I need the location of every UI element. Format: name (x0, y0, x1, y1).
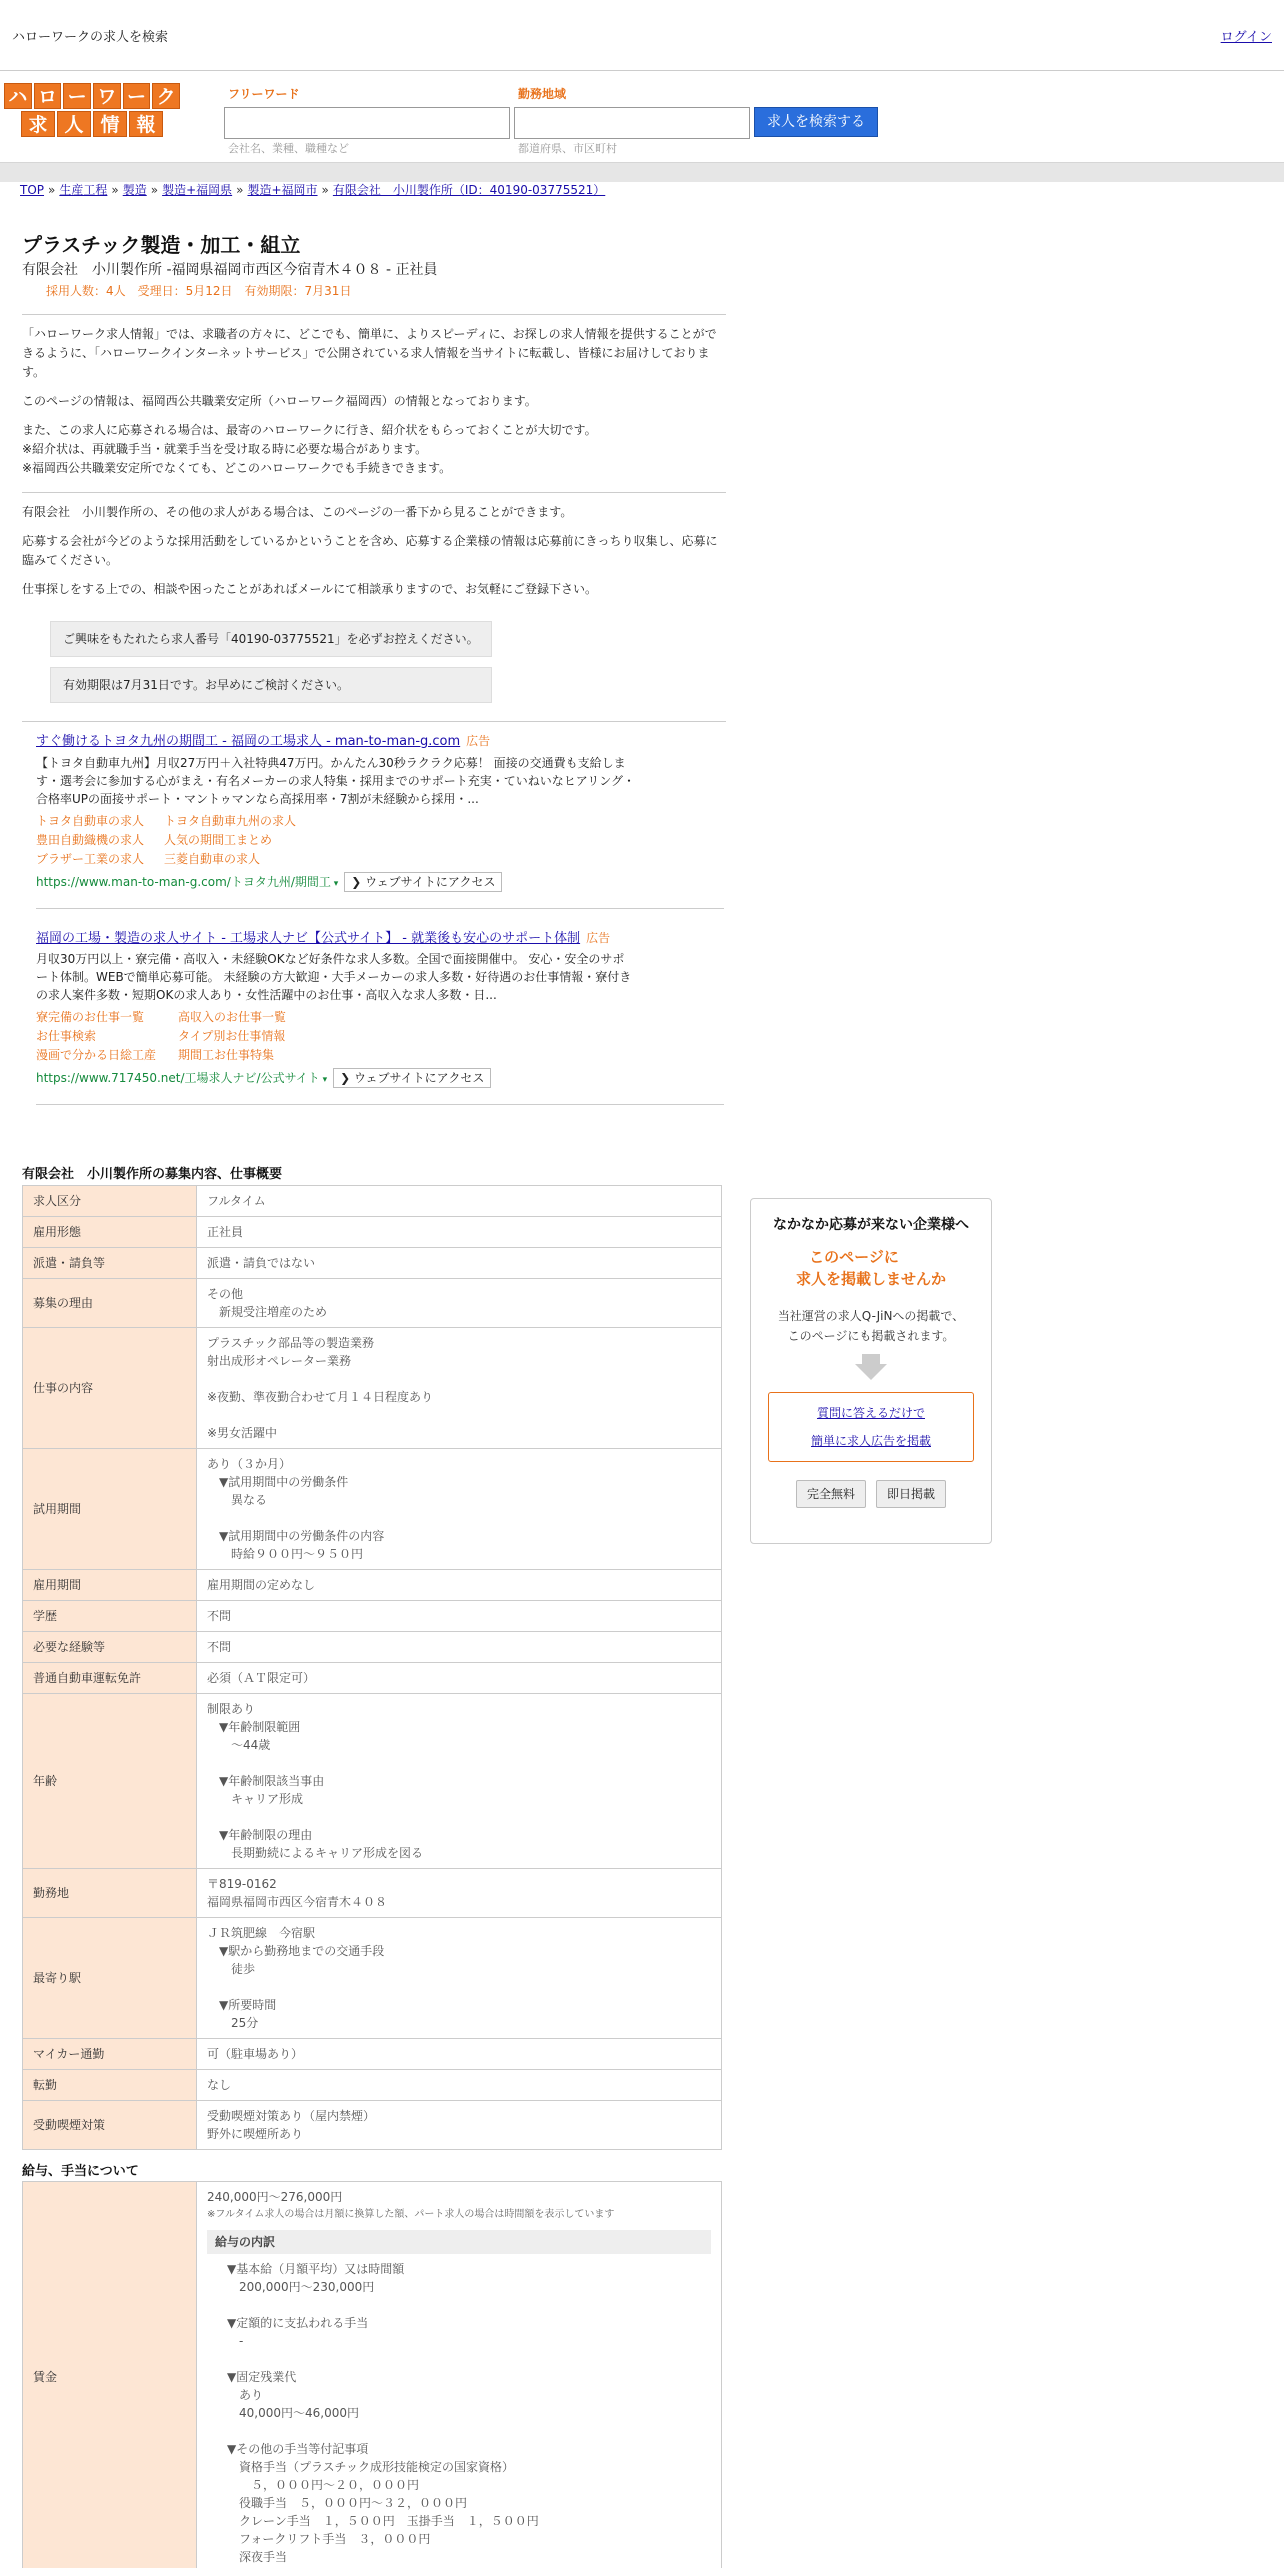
ad-title-row (36, 929, 724, 949)
search-button[interactable]: 求人を検索する (754, 107, 878, 137)
logo-char: ハ (4, 83, 32, 109)
salary-breakdown (227, 2260, 711, 2566)
ad-description: 月収30万円以上・寮完備・高収入・未経験OKなど好条件な求人多数。全国で面接開催中。 安心・安全のサポート体制。WEBで簡単応募可能。 未経験の方大歓迎・大手メーカーの求人多数・好待遇のお仕事情報・寮付きの求人案件多数・短期OKの求人あり・女性活躍中のお仕事・高収入な求人多数・日... (36, 952, 632, 1002)
ad-sitelink[interactable]: トヨタ自動車九州の求人 (164, 813, 297, 828)
salary-line: ５，０００円～２０，０００円 (227, 2478, 420, 2492)
ad-block (36, 929, 724, 1106)
detail-line: ▼所要時間 (207, 1997, 277, 2012)
expiry-notice: 有効期限は7月31日です。お早めにご検討ください。 (50, 667, 492, 703)
detail-line: 不問 (207, 1639, 232, 1654)
detail-label: 雇用形態 (23, 1216, 197, 1247)
side-description-line-1: 当社運営の求人Q-JiNへの掲載で、 (777, 1309, 965, 1323)
detail-line: その他 (207, 1286, 244, 1301)
detail-line: 制限あり (207, 1701, 256, 1716)
ad-badge: 広告 (586, 930, 611, 945)
detail-value (197, 1693, 722, 1868)
logo-char: 報 (129, 111, 163, 137)
intro-paragraph-1: 「ハローワーク求人情報」では、求職者の方々に、どこでも、簡単に、よりスピーディに、お探しの求人情報を提供することができるように、「ハローワークインターネットサービス」で公開されている求人情報を当サイトに転載し、皆様にお届けしております。 (22, 327, 717, 379)
ad-url[interactable]: https://www.man-to-man-g.com/トヨタ九州/期間工 (36, 874, 331, 889)
detail-line (207, 1754, 711, 1772)
detail-line: 25分 (207, 2015, 259, 2030)
detail-value (197, 1247, 722, 1278)
detail-label: 普通自動車運転免許 (23, 1662, 197, 1693)
detail-line: 必須（ＡＴ限定可） (207, 1670, 316, 1685)
detail-line: ▼年齢制限範囲 (207, 1719, 301, 1734)
intro-paragraph-6: 仕事探しをする上での、相談や困ったことがあればメールにて相談承りますので、お気軽にご登録下さい。 (22, 582, 598, 596)
keyword-label: フリーワード (228, 87, 300, 101)
chevron-down-icon[interactable]: ▾ (330, 878, 339, 889)
intro-paragraph-2: このページの情報は、福岡西公共職業安定所（ハローワーク福岡西）の情報となっております。 (22, 394, 537, 408)
job-meta: 採用人数：4人 受理日：5月12日 有効期限：7月31日 (46, 284, 352, 298)
salary-line: 役職手当 ５，０００円～３２，０００円 (227, 2496, 468, 2510)
breadcrumb-separator: » (111, 183, 119, 197)
detail-line: 不問 (207, 1608, 232, 1623)
detail-label: 試用期間 (23, 1448, 197, 1569)
detail-label: 必要な経験等 (23, 1631, 197, 1662)
ad-title-link[interactable]: すぐ働けるトヨタ九州の期間工 - 福岡の工場求人 - man-to-man-g.com (36, 734, 461, 749)
detail-value (197, 1631, 722, 1662)
detail-line: ※夜勤、準夜勤合わせて月１４日程度あり (207, 1389, 434, 1404)
detail-value (197, 1569, 722, 1600)
salary-value (197, 2182, 722, 2568)
salary-table (22, 2181, 722, 2568)
divider (22, 314, 726, 315)
logo-char: 人 (57, 111, 91, 137)
detail-label: 求人区分 (23, 1185, 197, 1216)
breadcrumb-separator: » (150, 183, 159, 197)
visit-website-button[interactable]: ❯ ウェブサイトにアクセス (344, 872, 502, 892)
salary-line: ▼定額的に支払われる手当 (227, 2316, 369, 2330)
breadcrumb-link[interactable]: 製造 (122, 183, 147, 197)
detail-line: 新規受注増産のため (207, 1304, 328, 1319)
table-row (23, 1693, 722, 1868)
ad-sitelinks (36, 1008, 724, 1064)
salary-section-title: 給与、手当について (22, 2163, 139, 2179)
detail-label: 転勤 (23, 2069, 197, 2100)
detail-value (197, 2069, 722, 2100)
detail-value (197, 1917, 722, 2038)
table-row (23, 1448, 722, 1569)
detail-label: 年齢 (23, 1693, 197, 1868)
detail-line: 〒819-0162 (207, 1876, 277, 1891)
detail-value (197, 1448, 722, 1569)
logo-char: ー (63, 83, 91, 109)
detail-line: なし (207, 2077, 232, 2092)
salary-note: ※フルタイム求人の場合は月額に換算した額、パート求人の場合は時間額を表示しています (207, 2209, 615, 2220)
table-row (23, 1185, 722, 1216)
salary-line: ▼その他の手当等付記事項 (227, 2442, 369, 2456)
ad-sitelink[interactable]: 高収入のお仕事一覧 (178, 1010, 287, 1024)
salary-line: あり (227, 2388, 264, 2402)
salary-line: 40,000円〜46,000円 (227, 2406, 359, 2420)
ad-sitelink[interactable]: 期間工お仕事特集 (178, 1048, 275, 1062)
search-header (0, 70, 1284, 162)
logo-char: ー (123, 83, 151, 109)
job-title: プラスチック製造・加工・組立 (22, 233, 301, 257)
ad-badge: 広告 (466, 734, 491, 748)
table-row (23, 1247, 722, 1278)
detail-value (197, 1662, 722, 1693)
detail-line: 福岡県福岡市西区今宿青木４０８ (207, 1894, 388, 1909)
detail-label: 学歴 (23, 1600, 197, 1631)
detail-label: 最寄り駅 (23, 1917, 197, 2038)
side-cta-link-2[interactable]: 簡単に求人広告を掲載 (810, 1434, 931, 1448)
divider (22, 492, 726, 493)
salary-line (227, 2422, 711, 2440)
detail-line: ▼駅から勤務地までの交通手段 (207, 1943, 385, 1958)
intro-paragraph-3b: ※紹介状は、再就職手当・就業手当を受け取る時に必要な場合があります。 (22, 442, 428, 456)
detail-label: 雇用期間 (23, 1569, 197, 1600)
detail-line: 正社員 (207, 1224, 244, 1239)
breadcrumb (20, 181, 605, 199)
header-divider (0, 162, 1284, 182)
breadcrumb-link[interactable]: 有限会社 小川製作所（ID：40190-03775521） (332, 183, 606, 197)
ad-sitelink[interactable]: 漫画で分かる日総工産 (36, 1048, 157, 1062)
table-row (23, 2038, 722, 2069)
breadcrumb-link[interactable]: 製造+福岡県 (162, 183, 233, 197)
salary-line: ▼基本給（月額平均）又は時間額 (227, 2262, 405, 2276)
ad-url-row (36, 872, 724, 892)
area-hint: 都道府県、市区町村 (518, 142, 617, 155)
ad-url[interactable]: https://www.717450.net/工場求人ナビ/公式サイト (36, 1071, 320, 1085)
detail-label: 仕事の内容 (23, 1327, 197, 1448)
keyword-input[interactable] (224, 107, 510, 139)
hellowork-logo[interactable] (4, 83, 180, 139)
salary-line: フォークリフト手当 ３，０００円 (227, 2532, 431, 2546)
detail-line: プラスチック部品等の製造業務 (207, 1335, 375, 1350)
logo-char: ワ (93, 83, 121, 109)
detail-line: 野外に喫煙所あり (207, 2126, 304, 2141)
detail-line (207, 1370, 711, 1388)
salary-line: 深夜手当 (227, 2550, 288, 2564)
detail-line: あり（３か月） (207, 1456, 292, 1471)
breadcrumb-separator: » (321, 183, 329, 197)
main-content (22, 232, 726, 2568)
detail-line: ※男女活躍中 (207, 1425, 278, 1440)
ad-sitelink[interactable]: 寮完備のお仕事一覧 (36, 1010, 145, 1024)
login-link[interactable]: ログイン (1220, 30, 1272, 45)
detail-label: 受動喫煙対策 (23, 2100, 197, 2149)
table-row (23, 1569, 722, 1600)
intro-paragraph-3a: また、この求人に応募される場合は、最寄のハローワークに行き、紹介状をもらっておくことが大切です。 (22, 423, 597, 437)
side-cta-box (768, 1392, 974, 1462)
side-description-line-2: このページにも掲載されます。 (787, 1329, 955, 1343)
down-arrow-icon (855, 1364, 887, 1380)
chevron-down-icon[interactable]: ▾ (319, 1075, 328, 1085)
same-day-button[interactable]: 即日掲載 (876, 1480, 946, 1508)
detail-label: マイカー通勤 (23, 2038, 197, 2069)
side-promo-line-1: このページに (809, 1248, 899, 1266)
detail-label: 派遣・請負等 (23, 1247, 197, 1278)
job-number-notice: ご興味をもたれたら求人番号「40190-03775521」を必ずお控えください。 (50, 621, 492, 657)
detail-value (197, 1185, 722, 1216)
ad-url-row (36, 1068, 724, 1088)
breadcrumb-link[interactable]: TOP (20, 183, 45, 197)
table-row (23, 1631, 722, 1662)
salary-line: 200,000円〜230,000円 (227, 2280, 375, 2294)
logo-char: ク (152, 83, 180, 109)
ad-sitelink[interactable]: タイプ別お仕事情報 (178, 1029, 286, 1043)
table-row (23, 1600, 722, 1631)
salary-label: 賃金 (23, 2182, 197, 2568)
detail-value (197, 1216, 722, 1247)
table-row (23, 1868, 722, 1917)
visit-website-button[interactable]: ❯ ウェブサイトにアクセス (333, 1068, 491, 1088)
ad-sitelink[interactable]: 豊田自動織機の求人 (36, 832, 145, 847)
detail-value (197, 1327, 722, 1448)
top-bar (0, 0, 1284, 70)
ad-list (22, 732, 726, 1105)
detail-line: 雇用期間の定めなし (207, 1577, 316, 1592)
detail-line (207, 1808, 711, 1826)
detail-value (197, 2038, 722, 2069)
table-row (23, 2100, 722, 2149)
detail-line: 異なる (207, 1492, 268, 1507)
detail-line: ＪＲ筑肥線 今宿駅 (207, 1925, 316, 1940)
detail-line: 〜44歳 (207, 1737, 271, 1752)
logo-char: ロ (34, 83, 62, 109)
detail-line: ▼試用期間中の労働条件 (207, 1474, 349, 1489)
ad-title-link[interactable]: 福岡の工場・製造の求人サイト - 工場求人ナビ【公式サイト】 - 就業後も安心のサポート体制 (36, 930, 581, 946)
breadcrumb-link[interactable]: 製造+福岡市 (247, 183, 318, 197)
details-section-title: 有限会社 小川製作所の募集内容、仕事概要 (22, 1167, 283, 1182)
table-row (23, 1327, 722, 1448)
detail-line: ▼年齢制限該当事由 (207, 1773, 325, 1788)
side-promo (751, 1246, 991, 1290)
free-button[interactable]: 完全無料 (796, 1480, 866, 1508)
salary-range: 240,000円〜276,000円 (207, 2190, 343, 2204)
logo-char: 情 (93, 111, 127, 137)
table-row (23, 2182, 722, 2568)
breadcrumb-link[interactable]: 生産工程 (59, 183, 108, 197)
detail-line: 徒歩 (207, 1961, 256, 1976)
detail-line (207, 1406, 711, 1424)
side-description (751, 1306, 991, 1346)
detail-value (197, 2100, 722, 2149)
ad-description: 【トヨタ自動車九州】月収27万円＋入社特典47万円。かんたん30秒ラクラク応募！ 面接の交通費も支給します・選考会に参加する心がまえ・有名メーカーの求人特集・採用までのサポート充実・ていねいなヒアリング・合格率UPの面接サポート・マントゥマンなら高採用率・7割が未経験から採用・... (36, 755, 636, 806)
detail-value (197, 1278, 722, 1327)
detail-line (207, 1509, 711, 1527)
ad-sitelink[interactable]: トヨタ自動車の求人 (36, 813, 145, 828)
page-header-title: ハローワークの求人を検索 (12, 30, 169, 45)
down-arrow-icon (862, 1354, 880, 1364)
ad-sitelink[interactable]: 人気の期間工まとめ (164, 832, 273, 847)
table-row (23, 1662, 722, 1693)
table-row (23, 1917, 722, 2038)
detail-line: ▼年齢制限の理由 (207, 1827, 313, 1842)
details-table (22, 1185, 722, 2150)
detail-label: 募集の理由 (23, 1278, 197, 1327)
ad-sitelink[interactable]: お仕事検索 (36, 1029, 97, 1043)
detail-line (207, 1978, 711, 1996)
salary-line: クレーン手当 １，５００円 玉掛手当 １，５００円 (227, 2514, 539, 2528)
side-ad-box (750, 1198, 992, 1544)
detail-line: 時給９００円～９５０円 (207, 1546, 364, 1561)
detail-line: フルタイム (207, 1193, 266, 1208)
salary-breakdown-title: 給与の内訳 (207, 2230, 711, 2254)
intro-paragraph-5: 応募する会社が今どのような採用活動をしているかということを含め、応募する企業様の情報は応募前にきっちり収集し、応募に臨みてください。 (22, 534, 718, 567)
table-row (23, 2069, 722, 2100)
ad-sitelink[interactable]: ブラザー工業の求人 (36, 851, 145, 866)
side-cta-link-1[interactable]: 質問に答えるだけで (816, 1406, 925, 1420)
table-row (23, 1216, 722, 1247)
ad-block (36, 732, 724, 909)
salary-line: - (227, 2334, 244, 2348)
area-input[interactable] (514, 107, 750, 139)
divider (22, 721, 726, 722)
area-label: 勤務地域 (518, 87, 567, 101)
detail-line: 射出成形オペレーター業務 (207, 1353, 352, 1368)
intro-paragraph-4: 有限会社 小川製作所の、その他の求人がある場合は、このページの一番下から見ることができます。 (22, 505, 573, 519)
breadcrumb-separator: » (48, 183, 56, 197)
detail-line: ▼試用期間中の労働条件の内容 (207, 1528, 385, 1543)
ad-title-row (36, 732, 724, 752)
detail-line: 長期勤続によるキャリア形成を図る (207, 1845, 424, 1860)
logo-char: 求 (21, 111, 55, 137)
side-heading: なかなか応募が来ない企業様へ (773, 1217, 969, 1233)
salary-line: ▼固定残業代 (227, 2370, 297, 2384)
detail-value (197, 1600, 722, 1631)
breadcrumb-separator: » (236, 183, 244, 197)
detail-label: 勤務地 (23, 1868, 197, 1917)
side-promo-line-2: 求人を掲載しませんか (795, 1270, 946, 1288)
intro-paragraph-3c: ※福岡西公共職業安定所でなくても、どこのハローワークでも手続きできます。 (22, 461, 452, 475)
detail-line: 派遣・請負ではない (207, 1255, 316, 1270)
detail-value (197, 1868, 722, 1917)
detail-line: 受動喫煙対策あり（屋内禁煙） (207, 2108, 376, 2123)
detail-line: 可（駐車場あり） (207, 2046, 304, 2061)
salary-line: 資格手当（プラスチック成形技能検定の国家資格） (227, 2460, 515, 2474)
ad-sitelinks (36, 812, 724, 868)
detail-line: キャリア形成 (207, 1791, 304, 1806)
ad-sitelink[interactable]: 三菱自動車の求人 (164, 851, 261, 866)
company-line: 有限会社 小川製作所 -福岡県福岡市西区今宿青木４０８ - 正社員 (22, 262, 438, 278)
salary-line (227, 2350, 711, 2368)
salary-line (227, 2296, 711, 2314)
table-row (23, 1278, 722, 1327)
keyword-hint: 会社名、業種、職種など (228, 142, 349, 155)
